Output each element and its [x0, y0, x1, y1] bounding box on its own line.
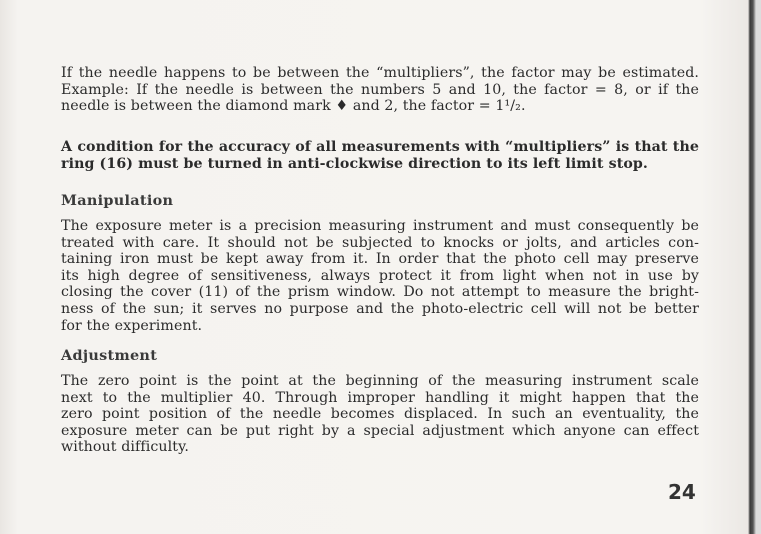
text-line: taining iron must be kept away from it. In order that the photo cell may preserve [61, 251, 699, 268]
text-line: Example: If the needle is between the numbers 5 and 10, the factor = 8, or if the [61, 81, 699, 98]
text-line: closing the cover (11) of the prism window. Do not attempt to measure the bright- [61, 284, 699, 301]
text-line: The zero point is the point at the beginning of the measuring instrument scale [61, 373, 699, 389]
text-line: If the needle happens to be between the “multipliers”, the factor may be estimated. [61, 65, 699, 81]
text-line: exposure meter can be put right by a special adjustment which anyone can effect [61, 422, 699, 439]
heading-manipulation: Manipulation [61, 192, 174, 209]
text-line: without difficulty. [61, 439, 189, 456]
text-line: ring (16) must be turned in anti-clockwise direction to its left limit stop. [61, 155, 648, 172]
text-line: for the experiment. [61, 317, 203, 334]
text-line: treated with care. It should not be subjected to knocks or jolts, and articles con- [61, 234, 699, 251]
text-line: A condition for the accuracy of all measurements with “multipliers” is that the [61, 139, 699, 155]
paragraph-multiplier-estimate [61, 65, 699, 115]
text-line: next to the multiplier 40. Through improper handling it might happen that the [61, 389, 699, 406]
text-line: zero point position of the needle becomes displaced. In such an eventuality, the [61, 406, 699, 423]
text-line: The exposure meter is a precision measuring instrument and must consequently be [61, 218, 699, 234]
text-line: its high degree of sensitiveness, always protect it from light when not in use by [61, 267, 699, 284]
paragraph-accuracy-condition [61, 139, 699, 172]
text-line: needle is between the diamond mark ♦ and 2, the factor = 1¹/₂. [61, 98, 526, 115]
page-number: 24 [668, 480, 696, 504]
paragraph-adjustment [61, 373, 699, 456]
heading-adjustment: Adjustment [61, 347, 158, 364]
paragraph-manipulation [61, 218, 699, 334]
text-line: ness of the sun; it serves no purpose and the photo-electric cell will not be better [61, 300, 699, 317]
